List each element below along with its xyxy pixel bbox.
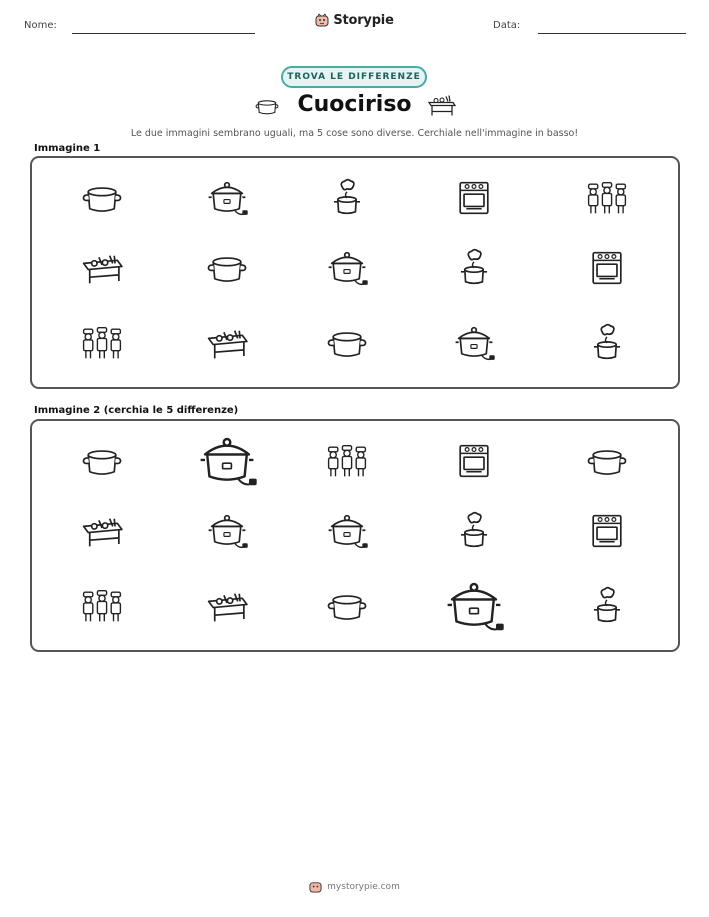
steaming-pot-icon <box>451 245 497 291</box>
chefs-icon[interactable] <box>324 438 370 484</box>
brand <box>0 12 709 31</box>
chefs-icon <box>584 175 630 221</box>
rice-cooker-icon[interactable] <box>194 428 260 494</box>
stove-icon[interactable] <box>451 438 497 484</box>
table-icon <box>204 320 250 366</box>
steaming-pot-icon[interactable] <box>451 508 497 554</box>
steaming-pot-icon[interactable] <box>584 583 630 629</box>
brand-name: Storypie <box>333 12 394 28</box>
storypie-footer-logo-icon <box>309 880 322 893</box>
steaming-pot-icon <box>584 320 630 366</box>
name-line[interactable] <box>72 33 255 34</box>
pot-icon[interactable] <box>324 583 370 629</box>
panel1-label: Immagine 1 <box>34 143 101 154</box>
pot-icon <box>204 245 250 291</box>
picture-panel-2[interactable] <box>30 419 680 652</box>
table-icon <box>79 245 125 291</box>
stove-icon <box>584 245 630 291</box>
footer <box>0 880 709 896</box>
picture-panel-1 <box>30 156 680 389</box>
rice-cooker-icon[interactable] <box>324 508 370 554</box>
rice-cooker-icon[interactable] <box>441 573 507 639</box>
stove-icon[interactable] <box>584 508 630 554</box>
instructions: Le due immagini sembrano uguali, ma 5 cose sono diverse. Cerchiale nell'immagine in basso! <box>130 128 579 139</box>
pot-icon <box>324 320 370 366</box>
rice-cooker-icon <box>324 245 370 291</box>
table-icon[interactable] <box>204 583 250 629</box>
table-title-icon <box>426 92 456 118</box>
rice-cooker-icon <box>204 175 250 221</box>
pot-icon[interactable] <box>584 438 630 484</box>
rice-cooker-icon <box>451 320 497 366</box>
name-label: Nome: <box>24 20 57 31</box>
stove-icon <box>451 175 497 221</box>
date-label: Data: <box>493 20 521 31</box>
steaming-pot-icon <box>324 175 370 221</box>
panel2-label: Immagine 2 (cerchia le 5 differenze) <box>34 405 239 416</box>
footer-url[interactable]: mystorypie.com <box>327 881 400 892</box>
storypie-logo-icon <box>315 13 329 27</box>
pot-icon <box>79 175 125 221</box>
date-line[interactable] <box>538 33 686 34</box>
activity-badge: TROVA LE DIFFERENZE <box>281 66 427 88</box>
table-icon[interactable] <box>79 508 125 554</box>
worksheet-title: Cuociriso <box>297 92 412 117</box>
rice-cooker-icon[interactable] <box>204 508 250 554</box>
pot-icon[interactable] <box>79 438 125 484</box>
chefs-icon[interactable] <box>79 583 125 629</box>
chefs-icon <box>79 320 125 366</box>
